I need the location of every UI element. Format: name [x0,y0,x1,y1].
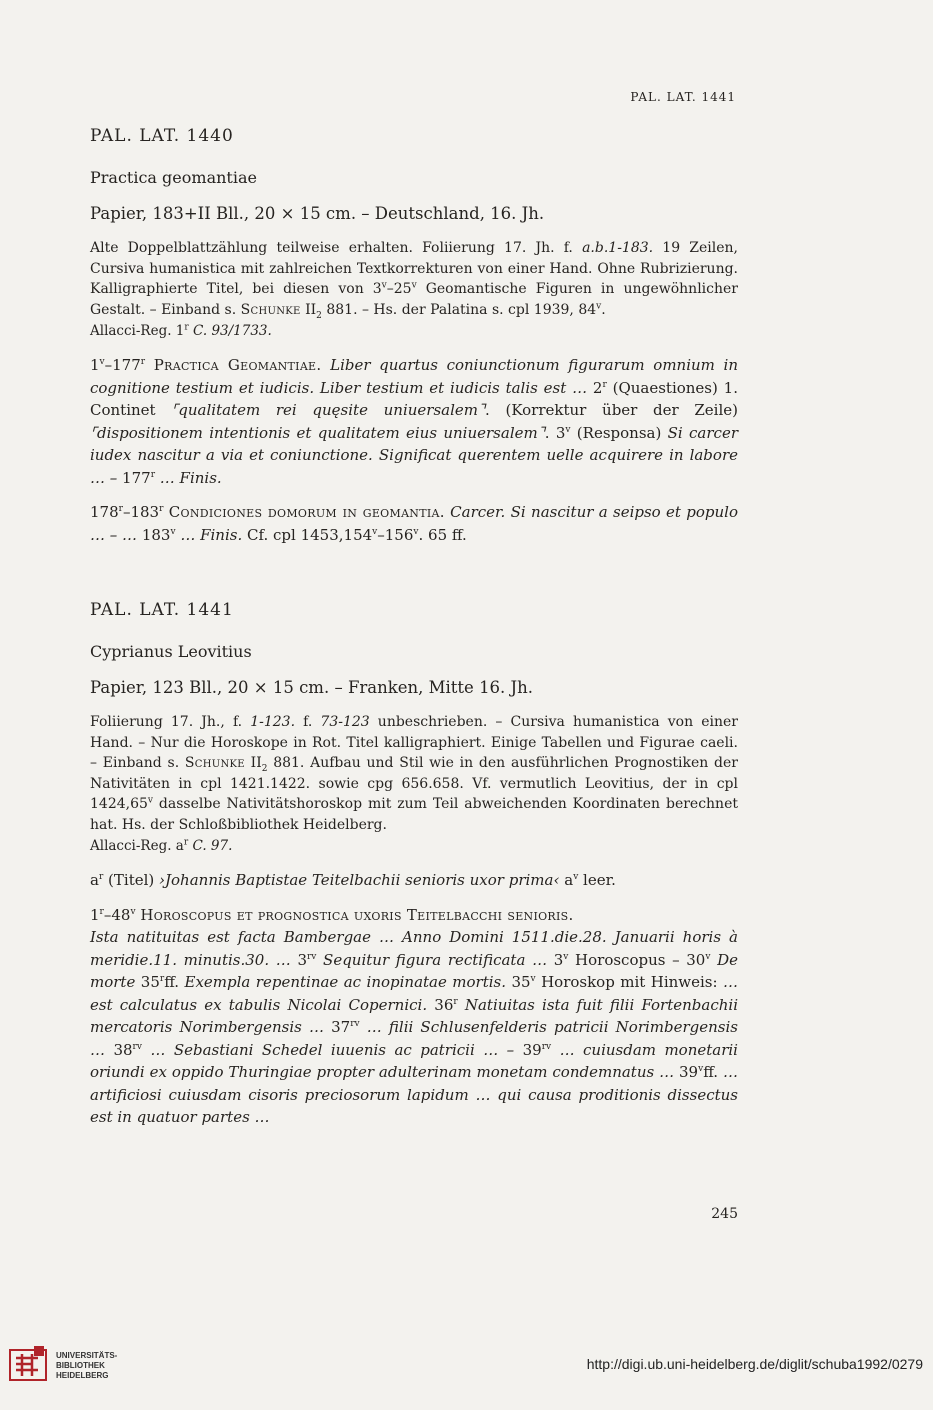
library-name: UNIVERSITÄTS- BIBLIOTHEK HEIDELBERG [56,1351,118,1380]
material-line: Papier, 123 Bll., 20 × 15 cm. – Franken, Mitte 16. Jh. [90,678,534,697]
entry-separator [90,558,738,600]
catalogue-content [90,126,738,1141]
permalink-url[interactable]: http://digi.ub.uni-heidelberg.de/diglit/schuba1992/0279 [586,1356,923,1372]
content-paragraph: 1$^v$–177$^r$ Practica Geomantiae. Liber quartus coniunctionum figurarum omnium in cognitione testium et iudicis. Liber testium et iudicis talis est … 2$^r$ (Quaestiones) 1. Continet ⌜qualitatem rei quęsite uniuersalem⌝. (Korrektur über der Zeile) ⌜dispositionem intentionis et qualitatem eius uniuersalem⌝. 3$^v$ (Responsa) Si carcer iudex nascitur a via et coniunctione. Significat querentem uelle acquirere in labore … – 177$^r$ … Finis. [90,356,738,487]
shelfmark-heading: PAL. LAT. 1440 [90,126,234,146]
content-paragraph: $a^r$ (Titel) ›Johannis Baptistae Teitelbachii senioris uxor prima‹ $a^v$ leer. [90,871,616,889]
running-head: PAL. LAT. 1441 [630,90,736,104]
entry-title: Practica geomantiae [90,168,257,187]
allacci-register: Allacci-Reg. 1$^r$ C. 93/1733. [90,322,272,339]
codicological-description: Foliierung 17. Jh., f. 1-123. f. 73-123 unbeschrieben. – Cursiva humanistica von einer Hand. – Nur die Horoskope in Rot. Titel kalligraphiert. Einige Tabellen und Figurae caeli. – Einband s. Schunke $II_2$ 881. Aufbau und Stil wie in den ausführlichen Prognostiken der Nativitäten in cpl 1421.1422. sowie cpg 656.658. Vf. vermutlich Leovitius, der in cpl 1424,65$^v$ dasselbe Nativitätshoroskop mit zum Teil abweichenden Koordinaten berechnet hat. Hs. der Schloßbibliothek Heidelberg. [90,714,738,833]
entry-title: Cyprianus Leovitius [90,642,252,661]
library-logo-icon [8,1344,48,1384]
entry-pal-lat-1441 [90,600,738,1129]
shelfmark-heading: PAL. LAT. 1441 [90,600,234,620]
digitization-footer [0,1334,933,1410]
content-paragraph: 178$^r$–183$^r$ Condiciones domorum in geomantia. Carcer. Si nascitur a seipso et populo … – … 183$^v$ … Finis. Cf. cpl 1453,154$^v$–156$^v$. 65 ff. [90,503,738,544]
allacci-register: Allacci-Reg. $a^r$ C. 97. [90,837,233,854]
page-number: 245 [711,1206,738,1222]
material-line: Papier, 183+II Bll., 20 × 15 cm. – Deutschland, 16. Jh. [90,204,545,223]
content-paragraph: 1$^r$–48$^v$ Horoscopus et prognostica uxoris Teitelbacchi senioris. Ista natituitas est facta Bambergae … Anno Domini 1511.die.28. Januarii horis à meridie.11. minutis.30. … $3^{rv}$ Sequitur figura rectificata … 3$^v$ Horoscopus – 30$^v$ De morte 35$^r$ff. Exempla repentinae ac inopinatae mortis. 35$^v$ Horoskop mit Hinweis: … est calculatus ex tabulis Nicolai Copernici. 36$^r$ Natiuitas ista fuit filii Fortenbachii mercatoris Norimbergensis … $37^{rv}$ … filii Schlusenfelderis patricii Norimbergensis … $38^{rv}$ … Sebastiani Schedel iuuenis ac patricii … – $39^{rv}$ … cuiusdam monetarii oriundi ex oppido Thuringiae propter adulterinam monetam condemnatus … 39$^v$ff. … artificiosi cuiusdam cisoris preciosorum lapidum … qui causa proditionis dissectus est in quatuor partes … [90,905,739,1126]
entry-pal-lat-1440 [90,126,738,546]
codicological-description: Alte Doppelblattzählung teilweise erhalten. Foliierung 17. Jh. f. a.b.1-183. 19 Zeilen, Cursiva humanistica mit zahlreichen Textkorrekturen von einer Hand. Ohne Rubrizierung. Kalligraphierte Titel, bei diesen von 3$^v$–25$^v$ Geomantische Figuren in ungewöhnlicher Gestalt. – Einband s. Schunke $II_2$ 881. – Hs. der Palatina s. cpl 1939, 84$^v$. [90,240,739,321]
